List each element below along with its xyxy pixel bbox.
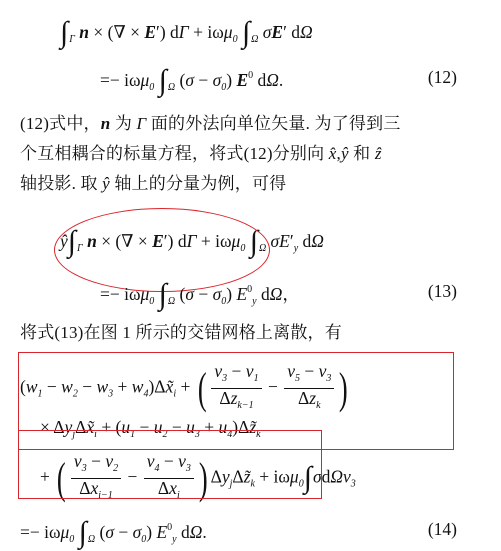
eq13-number: (13)	[427, 281, 457, 301]
paragraph1-line3: 轴投影. 取 ŷ 轴上的分量为例，可得	[20, 174, 287, 193]
eq13-line1: $ŷ\int_\Gamma$ n × (∇ × E′) dΓ + iωμ$_0$ $\int_\Omega$ $\sigma E'_y$ dΩ	[60, 225, 324, 258]
eq14-number: (14)	[427, 519, 457, 539]
eq14-line2: × $\Delta y_j\Delta x̃_i + (u_1 - u_2 - u_3$ + $u_4)\Delta z̃_k$	[40, 417, 261, 440]
eq14-line1: ($w_1 - w_2 - w_3$ + $w_4)\Delta x̃_i$ + ( $\frac{v_3 - v_1}{\Delta z_{k-1}}$ − $\frac{v_5 - v_3}{\Delta z_k}$ )	[20, 361, 349, 413]
paragraph1-line2: 个互相耦合的标量方程，将式(12)分别向 x̂,ŷ 和 ẑ	[20, 144, 382, 163]
eq14-line3: + ( $\frac{v_3 - v_2}{\Delta x_{i-1}}$ − $\frac{v_4 - v_3}{\Delta x_i}$ ) $\Delta y_j\Delta z̃_k + i\omega\mu_0\int\sigma d\Omega v_3$	[40, 451, 356, 503]
eq14-line4: =− iωμ$_0$ $\int_\Omega$ $(\sigma - \sigma_0)$ $E^0_y$ dΩ.	[20, 516, 207, 549]
eq12-number: (12)	[427, 67, 457, 87]
eq12-line1: $\int_\Gamma$ n × (∇ × E′) dΓ + iωμ$_0$ $\int_\Omega$ σE′ dΩ	[60, 16, 313, 49]
eq13-line2: =− iωμ$_0$ $\int_\Omega$ $(\sigma - \sigma_0)$ $E^0_y$ dΩ，	[100, 278, 300, 311]
eq12-line2: =− iωμ$_0$ $\int_\Omega$ $(\sigma - \sigma_0)$ $E^0$ dΩ.	[100, 64, 284, 97]
paragraph2: 将式(13)在图 1 所示的交错网格上离散，有	[20, 323, 342, 342]
red-rect-annotation-lower	[18, 430, 322, 499]
paragraph1-line1: (12)式中，n 为 Γ 面的外法向单位矢量. 为了得到三	[20, 114, 401, 133]
